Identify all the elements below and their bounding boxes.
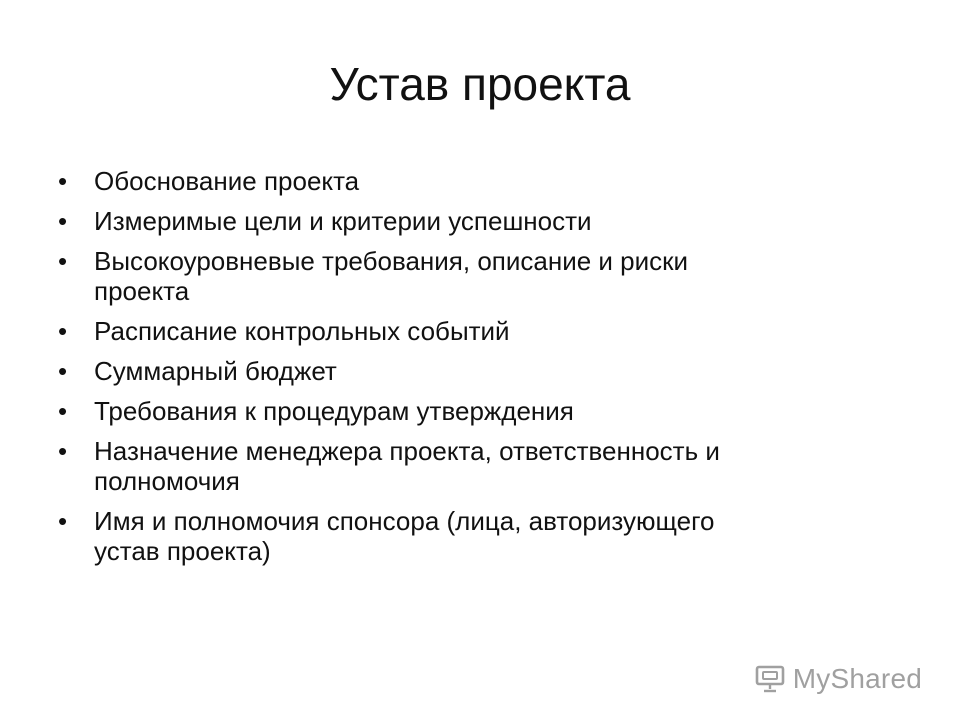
bullet-dot: • bbox=[58, 396, 68, 426]
bullet-dot: • bbox=[58, 436, 68, 466]
bullet-list bbox=[58, 166, 918, 576]
bullet-item bbox=[58, 316, 918, 346]
bullet-dot: • bbox=[58, 506, 68, 536]
bullet-item bbox=[58, 166, 918, 196]
bullet-text: Обоснование проекта bbox=[94, 166, 360, 196]
bullet-text: Имя и полномочия спонсора (лица, авторизующего устав проекта) bbox=[94, 506, 715, 566]
bullet-item bbox=[58, 356, 918, 386]
watermark-text: MyShared bbox=[792, 663, 922, 694]
bullet-dot: • bbox=[58, 316, 68, 346]
slide-title: Устав проекта bbox=[329, 58, 631, 110]
bullet-text: Назначение менеджера проекта, ответственность и полномочия bbox=[94, 436, 720, 496]
bullet-text: Суммарный бюджет bbox=[94, 356, 337, 386]
bullet-item bbox=[58, 206, 918, 236]
bullet-dot: • bbox=[58, 246, 68, 276]
bullet-text: Требования к процедурам утверждения bbox=[94, 396, 574, 426]
bullet-dot: • bbox=[58, 166, 68, 196]
myshared-watermark bbox=[753, 662, 922, 696]
bullet-text: Высокоуровневые требования, описание и риски проекта bbox=[94, 246, 689, 306]
bullet-text: Расписание контрольных событий bbox=[94, 316, 510, 346]
bullet-text: Измеримые цели и критерии успешности bbox=[94, 206, 592, 236]
bullet-item bbox=[58, 246, 918, 306]
bullet-item bbox=[58, 436, 918, 496]
bullet-dot: • bbox=[58, 356, 68, 386]
bullet-item bbox=[58, 506, 918, 566]
presentation-board-icon bbox=[753, 662, 787, 696]
bullet-dot: • bbox=[58, 206, 68, 236]
bullet-item bbox=[58, 396, 918, 426]
